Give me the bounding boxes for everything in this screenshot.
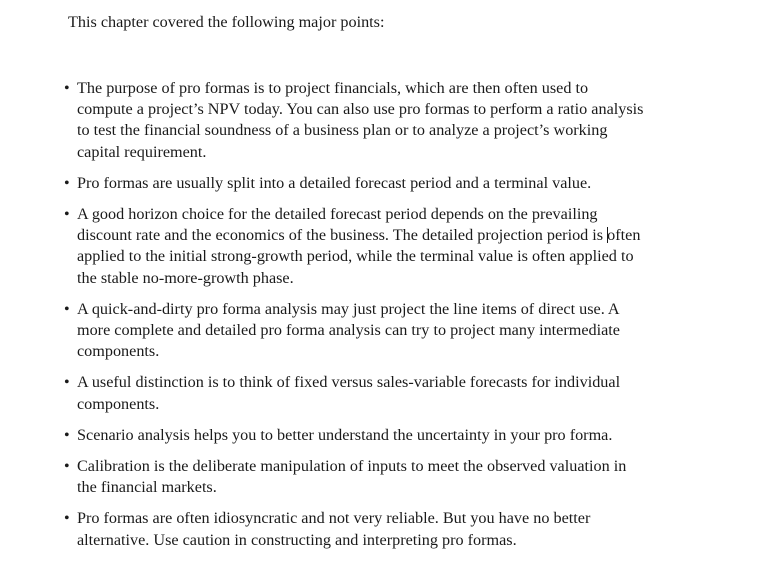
list-item-text-part: A good horizon choice for the detailed forecast period depends on the prevailing discount rate and the economics of the business. The detailed projection period is [77,205,608,245]
list-item [64,456,644,498]
list-item-text-part: often applied to the initial strong-growth period, while the terminal value is often applied to the stable no-more-growth phase. [77,226,641,287]
list-item [64,204,644,289]
bullet-icon: • [64,458,70,476]
summary-points-list [64,78,644,561]
bullet-icon: • [64,80,70,97]
list-item [64,78,644,163]
list-item-text: A useful distinction is to think of fixed versus sales-variable forecasts for individual components. [77,373,621,413]
list-item [64,173,644,194]
list-item-text: A quick-and-dirty pro forma analysis may just project the line items of direct use. A more complete and detailed pro forma analysis can try to project many intermediate components. [77,299,620,361]
bullet-icon: • [64,300,70,318]
list-item [64,372,644,414]
bullet-icon: • [64,374,70,392]
list-item-text: The purpose of pro formas is to project financials, which are then often used to compute a project’s NPV today. You can also use pro formas to perform a ratio analysis to test the financial soundness of a business plan or to analyze a project’s working capital requirement. [77,79,644,161]
bullet-icon: • [64,426,70,444]
list-item-text: Pro formas are usually split into a detailed forecast period and a terminal value. [77,173,592,192]
list-item-text: Calibration is the deliberate manipulation of inputs to meet the observed valuation in the financial markets. [77,457,627,497]
list-item [64,508,644,550]
bullet-icon: • [64,206,70,224]
list-item-text: Scenario analysis helps you to better understand the uncertainty in your pro forma. [77,425,613,444]
intro-text: This chapter covered the following major points: [68,13,385,31]
list-item [64,425,644,446]
bullet-icon: • [64,174,70,192]
list-item [64,299,644,363]
bullet-icon: • [64,510,70,528]
list-item-text: Pro formas are often idiosyncratic and not very reliable. But you have no better alternative. Use caution in constructing and interpreting pro formas. [77,509,591,549]
